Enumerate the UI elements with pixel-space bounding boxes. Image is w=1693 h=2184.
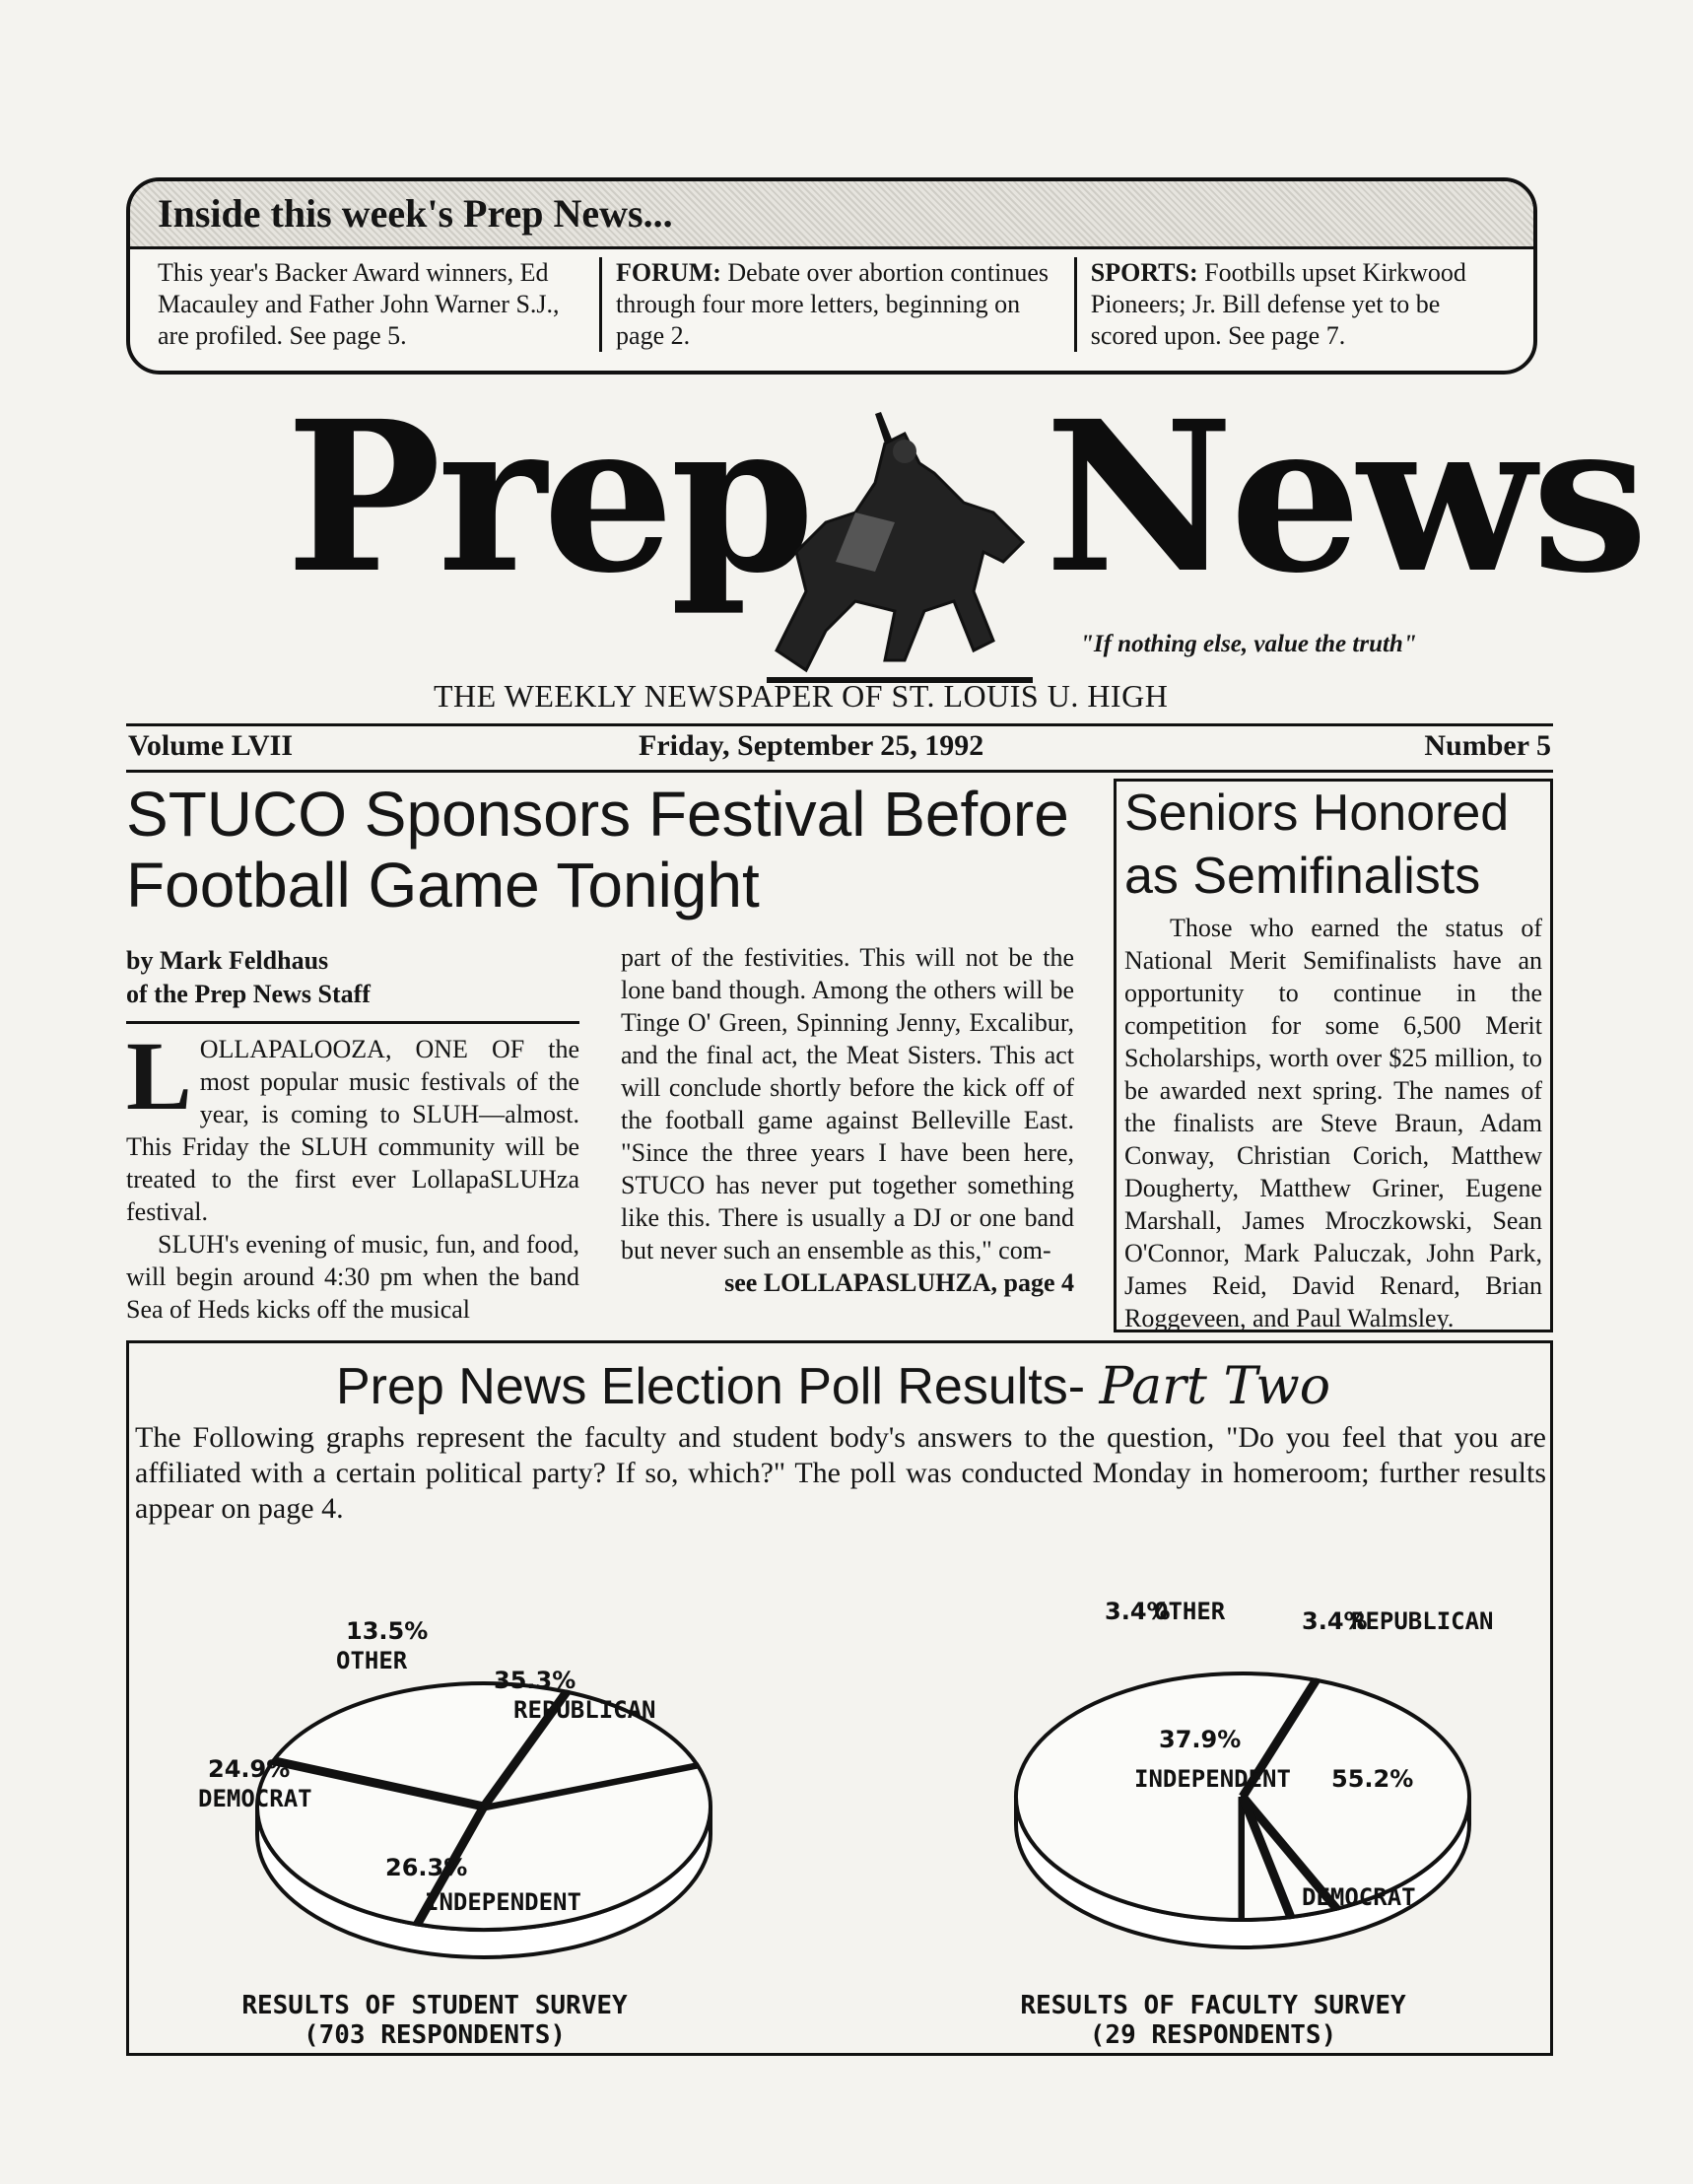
- forum-label: FORUM:: [616, 258, 721, 287]
- motto: "If nothing else, value the truth": [1080, 631, 1417, 657]
- pie-0-pct-independent: 26.3%: [385, 1854, 468, 1881]
- pie-1-label-independent: INDEPENDENT: [1134, 1765, 1291, 1793]
- seniors-headline: Seniors Honored as Semifinalists: [1124, 785, 1510, 905]
- tagline: THE WEEKLY NEWSPAPER OF ST. LOUIS U. HIGH: [434, 678, 1169, 714]
- inside-box-title: Inside this week's Prep News...: [130, 181, 1533, 249]
- pie-1-label-republican: REPUBLICAN: [1351, 1607, 1494, 1635]
- masthead-prep: Prep: [286, 375, 811, 619]
- pie-1-pct-democrat: 55.2%: [1331, 1765, 1414, 1793]
- pie-1-label-other: OTHER: [1154, 1598, 1226, 1625]
- pie-1-pct-republican: 3.4%: [1302, 1607, 1368, 1635]
- poll-charts: [129, 1343, 1550, 2053]
- stuco-jump-link: see LOLLAPASLUHZA, page 4: [724, 1268, 1074, 1297]
- stuco-col1-para1: OLLAPALOOZA, ONE OF the most popular music festivals of the year, is coming to SLUH—almost. This Friday the SLUH community will be treated to the first ever LollapaSLUHza festival.: [126, 1035, 579, 1226]
- pie-1-title: RESULTS OF FACULTY SURVEY: [1020, 1991, 1406, 2020]
- forum-text: Debate over abortion continues through four more letters, beginning on page 2.: [616, 258, 1049, 350]
- stuco-headline: STUCO Sponsors Festival Before Football Game Tonight: [126, 779, 1069, 921]
- pie-1-subtitle: (29 RESPONDENTS): [1089, 2020, 1337, 2050]
- stuco-column-2: [621, 941, 1074, 1299]
- seniors-article-box: [1114, 779, 1553, 1332]
- pie-0-pct-other: 13.5%: [346, 1617, 429, 1645]
- inside-col-backer: This year's Backer Award winners, Ed Macauley and Father John Warner S.J., are profiled. See page 5.: [158, 258, 560, 350]
- issue-number: Number 5: [1424, 729, 1551, 762]
- pie-1-label-democrat: DEMOCRAT: [1302, 1883, 1416, 1911]
- poll-intro: The Following graphs represent the faculty and student body's answers to the question, "Do you feel that you are affiliated with a certain political party? If so, which?" The poll was conducted Monday in homeroom; further results appear on page 4.: [135, 1421, 1546, 1525]
- masthead-news: News: [1045, 375, 1645, 619]
- inside-col-forum: [599, 257, 1074, 352]
- drop-cap: L: [126, 1021, 192, 1130]
- pie-0-pct-republican: 35.3%: [494, 1667, 576, 1694]
- stuco-col2-text: part of the festivities. This will not be the lone band though. Among the others will be Tinge O' Green, Spinning Jenny, Excalibur, and the final act, the Meat Sisters. This act will conclude shortly before the kick off of the football game against Belleville East. "Since the three years I have been here, STUCO has never put together something like this. There is usually a DJ or one band but never such an ensemble as this," com-: [621, 943, 1074, 1264]
- pie-1-pct-other: 3.4%: [1105, 1598, 1171, 1625]
- poll-results-box: [126, 1340, 1553, 2056]
- issue-info-row: [126, 723, 1553, 773]
- inside-this-week-box: [126, 177, 1537, 375]
- issue-date: Friday, September 25, 1992: [639, 729, 984, 762]
- inside-col-sports: [1074, 257, 1520, 352]
- sports-text: Footbills upset Kirkwood Pioneers; Jr. Bill defense yet to be scored upon. See page 7.: [1090, 258, 1466, 350]
- pie-0-subtitle: (703 RESPONDENTS): [303, 2020, 567, 2050]
- stuco-byline: [126, 944, 371, 1011]
- pie-0-title: RESULTS OF STUDENT SURVEY: [241, 1991, 628, 2020]
- pie-0-label-democrat: DEMOCRAT: [198, 1785, 312, 1812]
- seniors-text: Those who earned the status of National Merit Semifinalists have an opportunity to continue in the competition for some 6,500 Merit Scholarships, worth over $25 million, to be awarded next spring. The names of the finalists are Steve Braun, Adam Conway, Christian Corich, Matthew Dougherty, Matthew Griner, Eugene Marshall, James Mroczkowski, Sean O'Connor, Mark Paluczak, John Park, James Reid, David Renard, Brian Roggeveen, and Paul Walmsley.: [1124, 914, 1542, 1332]
- sports-label: SPORTS:: [1090, 258, 1198, 287]
- poll-part: Part Two: [1099, 1357, 1331, 1416]
- byline-author: by Mark Feldhaus: [126, 946, 329, 975]
- pie-0-label-republican: REPUBLICAN: [513, 1696, 656, 1724]
- pie-0-label-other: OTHER: [336, 1647, 408, 1674]
- pie-0-label-independent: INDEPENDENT: [425, 1888, 581, 1916]
- volume: Volume LVII: [128, 729, 294, 762]
- knight-on-horse-logo: [737, 404, 1052, 700]
- byline-divider: [126, 1021, 579, 1024]
- pie-1-pct-independent: 37.9%: [1159, 1726, 1242, 1753]
- pie-0-pct-democrat: 24.9%: [208, 1755, 291, 1783]
- byline-staff: of the Prep News Staff: [126, 980, 371, 1008]
- stuco-col1-para2: SLUH's evening of music, fun, and food, will begin around 4:30 pm when the band Sea of Heds kicks off the musical: [126, 1230, 579, 1324]
- stuco-column-1: [126, 1021, 579, 1326]
- poll-headline-text: Prep News Election Poll Results-: [336, 1358, 1100, 1415]
